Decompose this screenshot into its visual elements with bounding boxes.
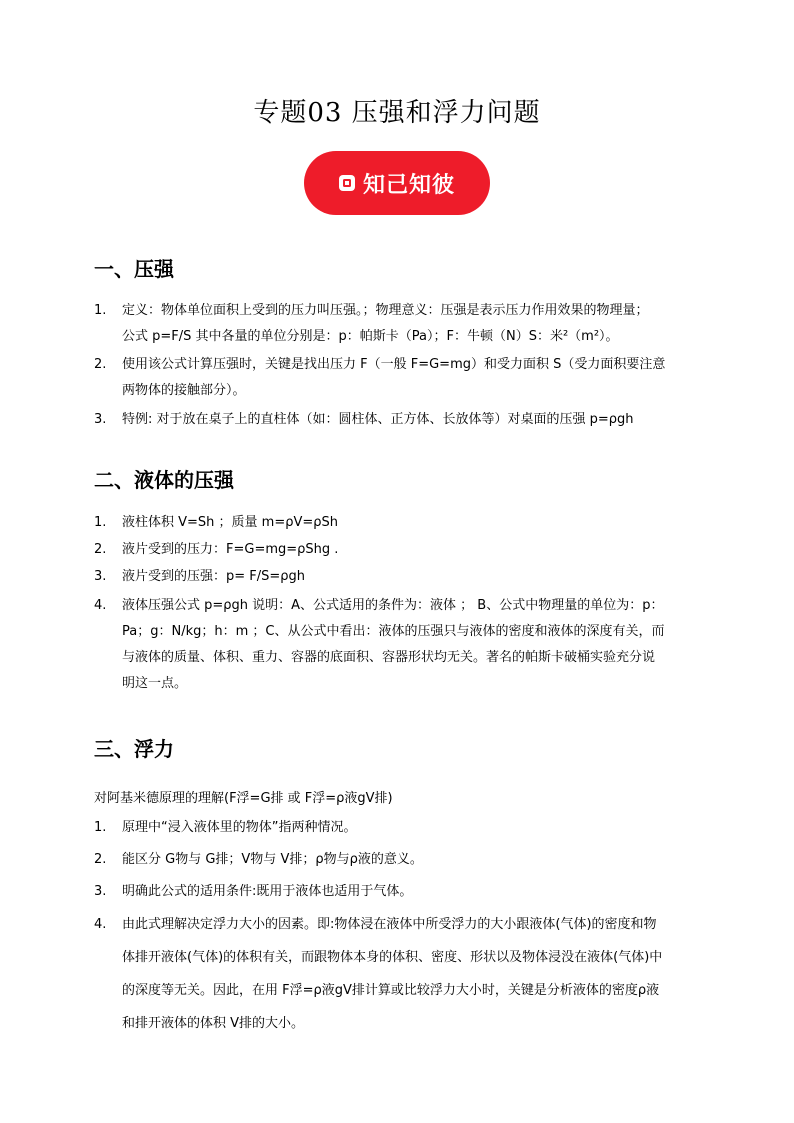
list-item (94, 510, 700, 536)
list-item (94, 908, 700, 1040)
section-heading: 二、液体的压强 (94, 468, 234, 492)
item-text: 两物体的接触部分）。 (122, 383, 246, 398)
section-heading: 一、压强 (94, 257, 174, 281)
item-number: 4. (94, 598, 107, 613)
item-text: 与液体的质量、体积、重力、容器的底面积、容器形状均无关。著名的帕斯卡破桶实验充分说 (122, 650, 656, 665)
item-number: 3. (94, 884, 107, 899)
section-badge (304, 151, 490, 215)
item-text: 特例: 对于放在桌子上的直柱体（如：圆柱体、正方体、长放体等）对桌面的压强 p=ρgh (122, 412, 634, 427)
item-text: 公式 p=F/S 其中各量的单位分别是：p：帕斯卡（Pa）；F：牛顿（N）S：米²（m²）。 (122, 329, 619, 344)
item-number: 3. (94, 569, 107, 584)
item-number: 1. (94, 303, 107, 318)
list-item (94, 407, 700, 433)
list-item (94, 352, 700, 404)
item-number: 1. (94, 820, 107, 835)
item-number: 1. (94, 515, 107, 530)
badge-label: 知己知彼 (362, 172, 455, 198)
item-number: 3. (94, 412, 107, 427)
item-number: 4. (94, 917, 107, 932)
item-text: 液柱体积 V=Sh ；质量 m=ρV=ρSh (122, 515, 339, 530)
item-text: 使用该公式计算压强时，关键是找出压力 F（一般 F=G=mg）和受力面积 S（受力面积要注意 (122, 357, 666, 372)
item-number: 2. (94, 852, 107, 867)
list-item (94, 847, 700, 873)
item-number: 2. (94, 542, 107, 557)
item-text: 由此式理解决定浮力大小的因素。即:物体浸在液体中所受浮力的大小跟液体(气体)的密度和物 (122, 917, 657, 932)
list-item (94, 537, 700, 563)
list-item (94, 879, 700, 905)
item-text: 定义：物体单位面积上受到的压力叫压强。；物理意义：压强是表示压力作用效果的物理量； (122, 303, 649, 318)
item-number: 2. (94, 357, 107, 372)
item-text: 明这一点。 (122, 676, 188, 691)
list-item (94, 564, 700, 590)
list-item (94, 815, 700, 841)
item-text: 液片受到的压力：F=G=mg=ρShg . (122, 542, 339, 557)
item-text: 原理中“浸入液体里的物体”指两种情况。 (122, 820, 357, 835)
section-heading: 三、浮力 (94, 737, 174, 761)
item-text: 液体压强公式 p=ρgh 说明：A、公式适用的条件为：液体 ； B、公式中物理量的单位为：p： (122, 598, 664, 613)
item-text: 液片受到的压强：p= F/S=ρgh (122, 569, 306, 584)
item-text: 和排开液体的体积 V排的大小。 (122, 1016, 305, 1031)
book-icon (339, 175, 355, 191)
page-title: 专题03 压强和浮力问题 (253, 98, 541, 128)
item-text: 的深度等无关。因此，在用 F浮=ρ液gV排计算或比较浮力大小时，关键是分析液体的密度ρ液 (122, 983, 660, 998)
item-text: 体排开液体(气体)的体积有关，而跟物体本身的体积、密度、形状以及物体浸没在液体(气体)中 (122, 950, 663, 965)
section-intro: 对阿基米德原理的理解(F浮=G排 或 F浮=ρ液gV排) (94, 791, 393, 806)
item-text: Pa；g：N/kg；h：m ；C、从公式中看出：液体的压强只与液体的密度和液体的深度有关，而 (122, 624, 665, 639)
list-item (94, 593, 700, 697)
list-item (94, 298, 700, 350)
item-text: 明确此公式的适用条件:既用于液体也适用于气体。 (122, 884, 413, 899)
item-text: 能区分 G物与 G排；V物与 V排；ρ物与ρ液的意义。 (122, 852, 423, 867)
